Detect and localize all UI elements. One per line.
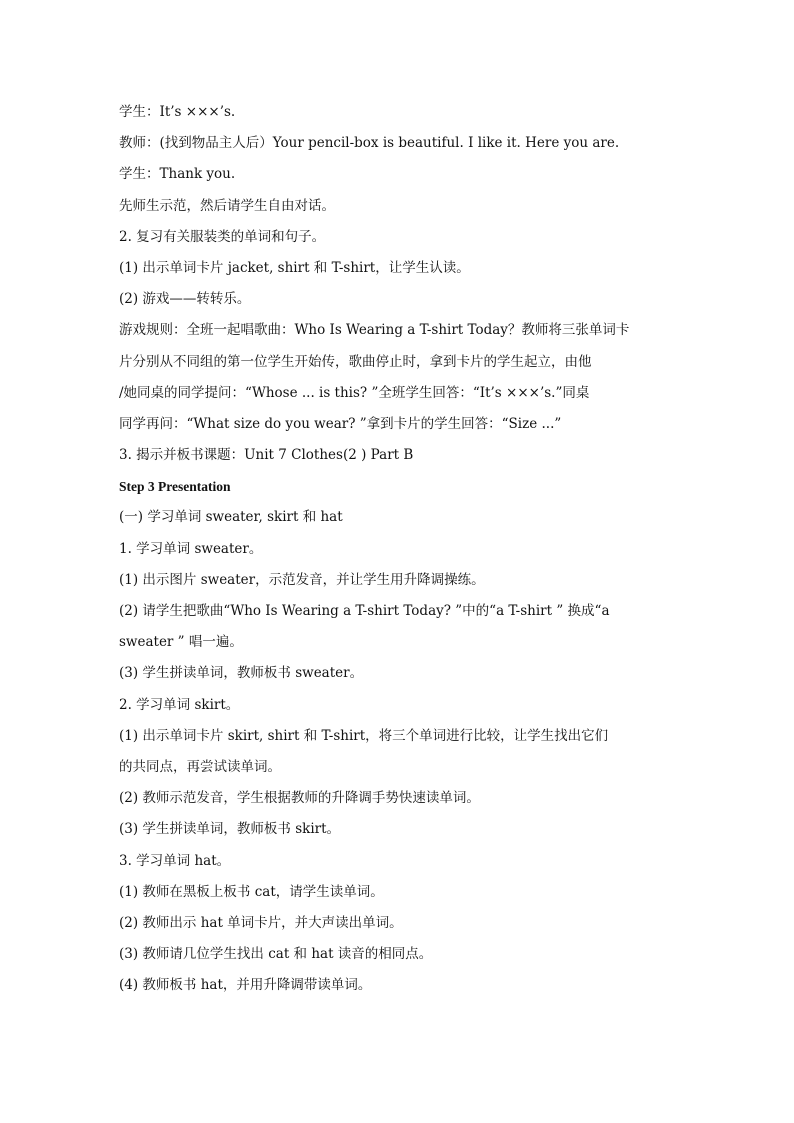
text-line: (一) 学习单词 sweater, skirt 和 hat xyxy=(119,509,343,526)
text-line: (1) 出示图片 sweater，示范发音，并让学生用升降调操练。 xyxy=(119,571,485,588)
text-line: 2. 学习单词 skirt。 xyxy=(119,696,240,713)
text-line: /她同桌的同学提问：“Whose ... is this? ”全班学生回答：“It’s ×××’s.”同桌 xyxy=(119,384,590,401)
document-body xyxy=(119,97,684,1001)
text-line: 1. 学习单词 sweater。 xyxy=(119,540,263,557)
text-line: sweater ” 唱一遍。 xyxy=(119,634,243,651)
text-line: (3) 学生拼读单词，教师板书 skirt。 xyxy=(119,821,341,838)
text-line: (3) 学生拼读单词，教师板书 sweater。 xyxy=(119,665,364,682)
text-line: 游戏规则：全班一起唱歌曲：Who Is Wearing a T-shirt Today？教师将三张单词卡 xyxy=(119,322,630,339)
text-line: (3) 教师请几位学生找出 cat 和 hat 读音的相同点。 xyxy=(119,946,433,963)
text-line: (2) 教师出示 hat 单词卡片，并大声读出单词。 xyxy=(119,914,403,931)
text-line: 3. 学习单词 hat。 xyxy=(119,852,231,869)
text-line: 3. 揭示并板书课题：Unit 7 Clothes(2 ) Part B xyxy=(119,447,414,464)
text-line: 教师：(找到物品主人后）Your pencil-box is beautiful. I like it. Here you are. xyxy=(119,135,620,152)
text-line: (2) 教师示范发音，学生根据教师的升降调手势快速读单词。 xyxy=(119,790,480,807)
text-line: (1) 出示单词卡片 skirt, shirt 和 T-shirt，将三个单词进行比较，让学生找出它们 xyxy=(119,727,609,744)
text-line: (4) 教师板书 hat，并用升降调带读单词。 xyxy=(119,977,372,994)
text-line: 先师生示范，然后请学生自由对话。 xyxy=(119,197,335,214)
text-line: (2) 请学生把歌曲“Who Is Wearing a T-shirt Today? ”中的“a T-shirt ” 换成“a xyxy=(119,603,610,619)
text-line: (2) 游戏——转转乐。 xyxy=(119,291,251,308)
text-line: (1) 出示单词卡片 jacket, shirt 和 T-shirt，让学生认读。 xyxy=(119,259,470,276)
text-line: 片分别从不同组的第一位学生开始传，歌曲停止时，拿到卡片的学生起立，由他 xyxy=(119,353,592,370)
text-line: 的共同点，再尝试读单词。 xyxy=(119,758,281,775)
text-line: 2. 复习有关服装类的单词和句子。 xyxy=(119,228,326,245)
text-line: (1) 教师在黑板上板书 cat，请学生读单词。 xyxy=(119,883,384,900)
text-line: 学生：Thank you. xyxy=(119,166,236,183)
text-line: 学生：It’s ×××’s. xyxy=(119,104,236,120)
text-line: 同学再问：“What size do you wear? ”拿到卡片的学生回答：“Size ...” xyxy=(119,415,562,432)
section-heading: Step 3 Presentation xyxy=(119,479,231,495)
